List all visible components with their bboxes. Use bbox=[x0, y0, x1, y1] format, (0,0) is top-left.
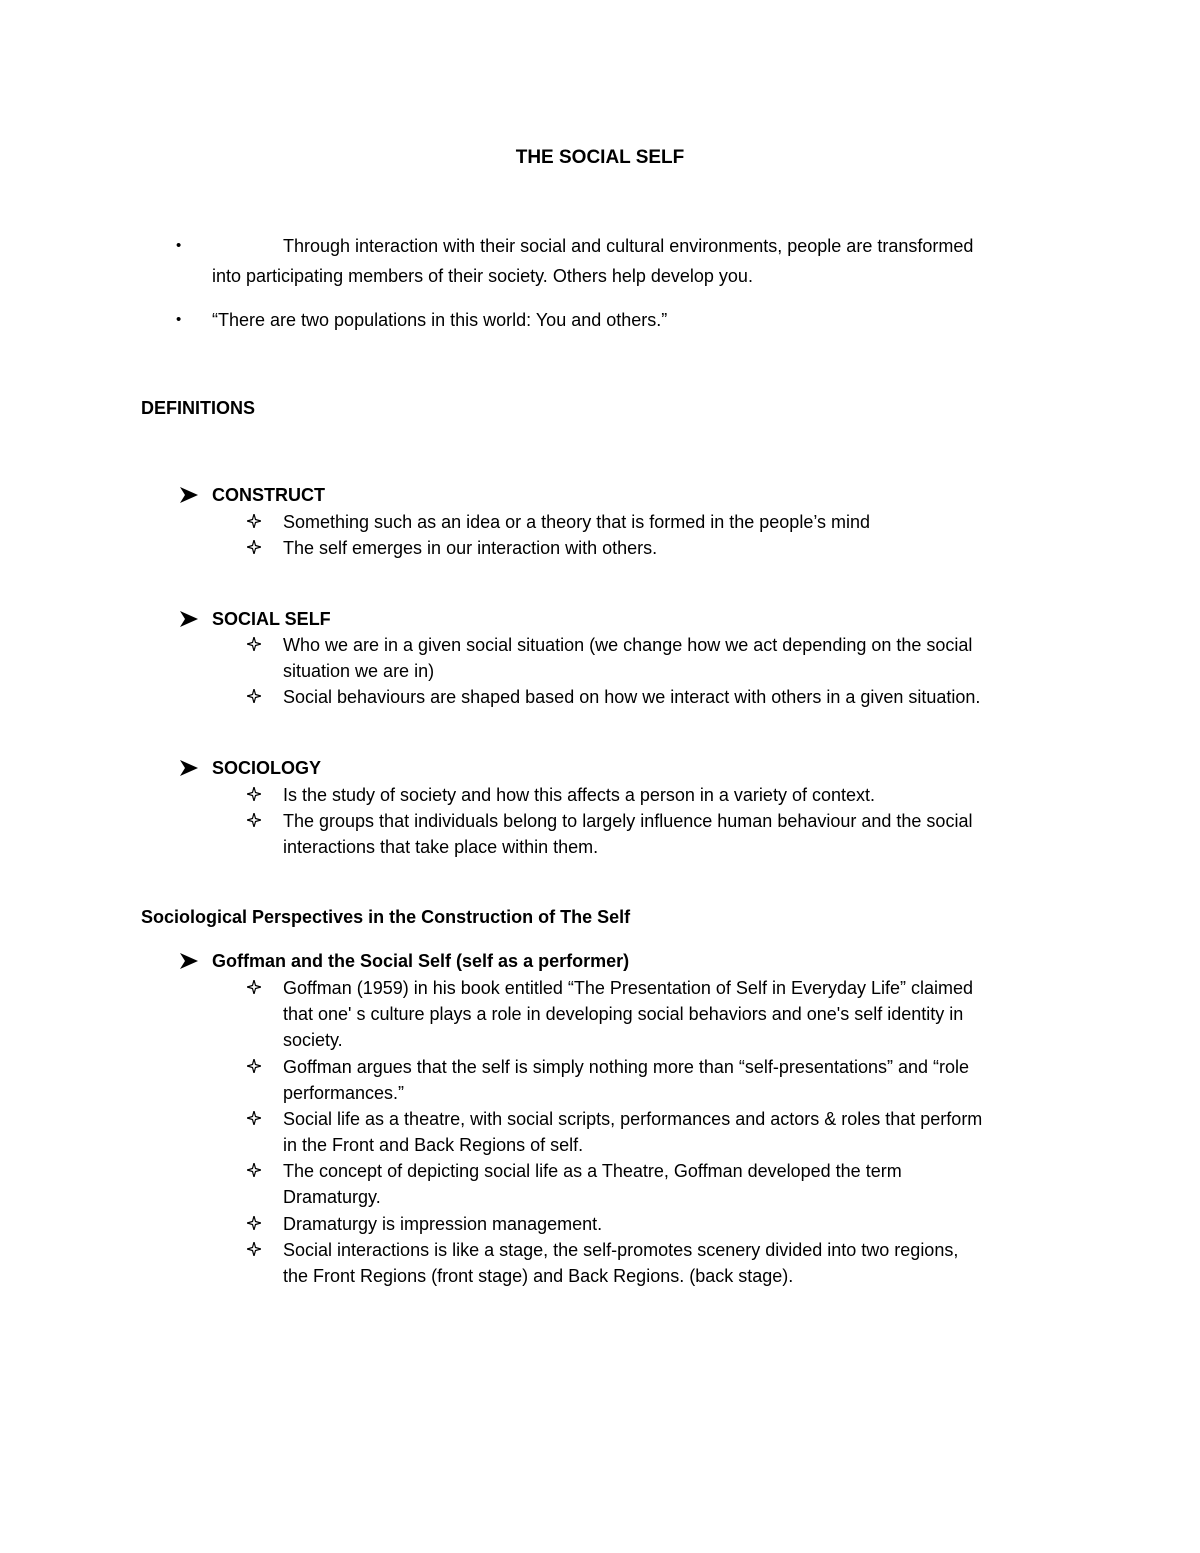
diamond-bullet-icon bbox=[247, 1216, 261, 1230]
arrowhead-bullet-icon bbox=[178, 485, 200, 505]
sociology-item-2-line-2: interactions that take place within them. bbox=[283, 837, 599, 857]
sociology-item-1: Is the study of society and how this affects a person in a variety of context. bbox=[283, 785, 875, 805]
diamond-bullet-icon bbox=[247, 1111, 261, 1125]
diamond-bullet-icon bbox=[247, 980, 261, 994]
diamond-bullet-icon bbox=[247, 514, 261, 528]
goffman-item-2-line-1: Goffman argues that the self is simply nothing more than “self-presentations” and “role bbox=[283, 1057, 970, 1077]
diamond-bullet-icon bbox=[247, 1242, 261, 1256]
construct-item-2: The self emerges in our interaction with others. bbox=[283, 538, 658, 558]
social-self-item-1-line-2: situation we are in) bbox=[283, 661, 435, 681]
diamond-bullet-icon bbox=[247, 689, 261, 703]
bullet-icon: • bbox=[176, 237, 182, 254]
goffman-item-1-line-3: society. bbox=[283, 1030, 343, 1050]
page-title: THE SOCIAL SELF bbox=[515, 147, 685, 168]
goffman-item-3-line-2: in the Front and Back Regions of self. bbox=[283, 1135, 584, 1155]
social-self-item-1-line-1: Who we are in a given social situation (we change how we act depending on the social bbox=[283, 635, 973, 655]
goffman-item-3-line-1: Social life as a theatre, with social scripts, performances and actors & roles that perform bbox=[283, 1109, 983, 1129]
intro-bullet-1-line-2: into participating members of their society. Others help develop you. bbox=[212, 266, 753, 286]
arrowhead-bullet-icon bbox=[178, 609, 200, 629]
diamond-bullet-icon bbox=[247, 813, 261, 827]
goffman-item-4-line-2: Dramaturgy. bbox=[283, 1187, 381, 1207]
diamond-bullet-icon bbox=[247, 540, 261, 554]
term-construct: CONSTRUCT bbox=[212, 485, 325, 505]
goffman-item-6-line-2: the Front Regions (front stage) and Back Regions. (back stage). bbox=[283, 1266, 794, 1286]
term-goffman: Goffman and the Social Self (self as a performer) bbox=[212, 951, 630, 971]
arrowhead-bullet-icon bbox=[178, 758, 200, 778]
diamond-bullet-icon bbox=[247, 1059, 261, 1073]
diamond-bullet-icon bbox=[247, 1163, 261, 1177]
section-heading-definitions: DEFINITIONS bbox=[141, 398, 256, 418]
goffman-item-5: Dramaturgy is impression management. bbox=[283, 1214, 603, 1234]
goffman-item-2-line-2: performances.” bbox=[283, 1083, 405, 1103]
goffman-item-6-line-1: Social interactions is like a stage, the self-promotes scenery divided into two regions, bbox=[283, 1240, 959, 1260]
diamond-bullet-icon bbox=[247, 637, 261, 651]
social-self-item-2: Social behaviours are shaped based on how we interact with others in a given situation. bbox=[283, 687, 981, 707]
diamond-bullet-icon bbox=[247, 787, 261, 801]
sociology-item-2-line-1: The groups that individuals belong to largely influence human behaviour and the social bbox=[283, 811, 973, 831]
bullet-icon: • bbox=[176, 311, 182, 328]
construct-item-1: Something such as an idea or a theory that is formed in the people’s mind bbox=[283, 512, 871, 532]
goffman-item-4-line-1: The concept of depicting social life as a Theatre, Goffman developed the term bbox=[283, 1161, 902, 1181]
intro-bullet-2: “There are two populations in this world: You and others.” bbox=[212, 310, 668, 330]
goffman-item-1-line-1: Goffman (1959) in his book entitled “The Presentation of Self in Everyday Life” claimed bbox=[283, 978, 974, 998]
intro-bullet-1-line-1: Through interaction with their social and cultural environments, people are transformed bbox=[283, 236, 974, 256]
term-sociology: SOCIOLOGY bbox=[212, 758, 322, 778]
section-heading-perspectives: Sociological Perspectives in the Construction of The Self bbox=[141, 907, 631, 927]
arrowhead-bullet-icon bbox=[178, 951, 200, 971]
goffman-item-1-line-2: that one' s culture plays a role in developing social behaviors and one's self identity in bbox=[283, 1004, 964, 1024]
term-social-self: SOCIAL SELF bbox=[212, 609, 331, 629]
